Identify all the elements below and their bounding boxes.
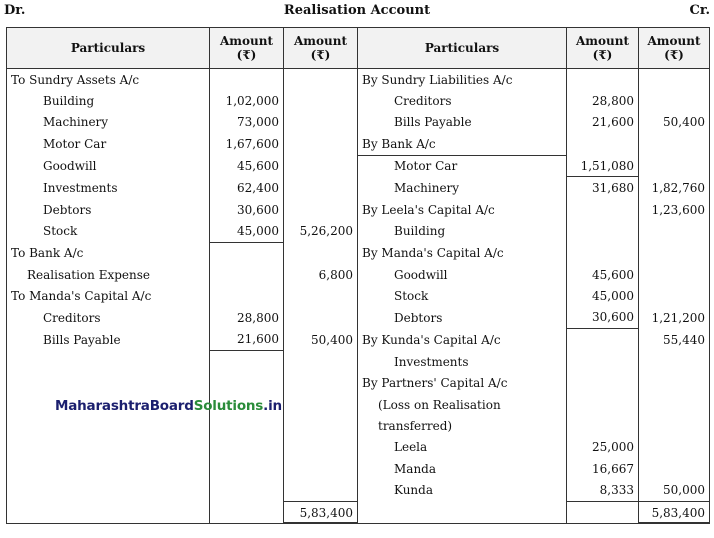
dr-amount-1-cell: 21,600	[210, 329, 284, 351]
dr-amount-2-cell	[284, 437, 358, 458]
cr-amount-1-cell	[567, 69, 639, 91]
dr-amount-2-cell	[284, 155, 358, 177]
account-title: Realisation Account	[283, 3, 431, 18]
dr-particulars-cell	[7, 351, 210, 373]
cr-amount-1-cell: 28,800	[567, 90, 639, 111]
table-row	[7, 458, 710, 479]
dr-amount-2-cell: 50,400	[284, 329, 358, 351]
cr-amount-1-cell: 45,000	[567, 285, 639, 306]
dr-particulars-cell: To Bank A/c	[7, 242, 210, 264]
cr-particulars-cell: Stock	[358, 285, 567, 306]
cr-amount-1-cell: 1,51,080	[567, 155, 639, 177]
cr-particulars-cell: Debtors	[358, 307, 567, 329]
cr-amount-2-cell: 1,23,600	[639, 199, 710, 220]
cr-particulars-cell: By Bank A/c	[358, 133, 567, 155]
table-row	[7, 372, 710, 393]
dr-particulars-cell: Debtors	[7, 199, 210, 220]
debit-label: Dr.	[4, 3, 26, 18]
dr-amount-1-cell: 30,600	[210, 199, 284, 220]
table-row	[7, 264, 710, 285]
cr-particulars-header: Particulars	[358, 28, 567, 69]
dr-amount-2-cell	[284, 479, 358, 501]
dr-amount-1-cell	[210, 479, 284, 501]
table-row	[7, 285, 710, 306]
cr-amount-1-cell	[567, 133, 639, 155]
dr-amount-1-cell	[210, 372, 284, 393]
table-row	[7, 112, 710, 133]
cr-particulars-cell: transferred)	[358, 415, 567, 436]
cr-amount-2-cell	[639, 242, 710, 264]
cr-particulars-cell	[358, 501, 567, 523]
cr-amount-2-cell	[639, 351, 710, 373]
cr-amount-2-cell	[639, 372, 710, 393]
dr-amount-2-cell	[284, 458, 358, 479]
table-row	[7, 177, 710, 199]
dr-amount-1-cell	[210, 69, 284, 91]
cr-amount-header-2: Amount (₹)	[639, 28, 710, 69]
dr-particulars-cell: To Manda's Capital A/c	[7, 285, 210, 306]
cr-particulars-cell: Investments	[358, 351, 567, 373]
cr-amount-1-cell: 45,600	[567, 264, 639, 285]
cr-amount-2-cell	[639, 69, 710, 91]
dr-amount-1-cell: 45,600	[210, 155, 284, 177]
table-row	[7, 307, 710, 329]
cr-particulars-cell: (Loss on Realisation	[358, 394, 567, 415]
cr-amount-2-cell	[639, 264, 710, 285]
cr-amount-1-cell	[567, 394, 639, 415]
dr-amount-1-cell	[210, 501, 284, 523]
dr-particulars-cell: Creditors	[7, 307, 210, 329]
dr-particulars-cell: Motor Car	[7, 133, 210, 155]
cr-amount-1-cell	[567, 220, 639, 242]
dr-amount-1-cell: 1,02,000	[210, 90, 284, 111]
dr-amount-2-cell: 5,83,400	[284, 501, 358, 523]
cr-amount-1-cell: 31,680	[567, 177, 639, 199]
dr-amount-2-cell	[284, 177, 358, 199]
cr-amount-2-cell: 1,82,760	[639, 177, 710, 199]
table-row	[7, 155, 710, 177]
cr-particulars-cell: By Leela's Capital A/c	[358, 199, 567, 220]
cr-amount-1-cell: 21,600	[567, 112, 639, 133]
cr-amount-1-cell: 30,600	[567, 307, 639, 329]
dr-amount-1-cell: 62,400	[210, 177, 284, 199]
table-row	[7, 90, 710, 111]
cr-amount-header-1: Amount (₹)	[567, 28, 639, 69]
dr-particulars-cell: Investments	[7, 177, 210, 199]
cr-amount-2-cell	[639, 285, 710, 306]
cr-particulars-cell: Creditors	[358, 90, 567, 111]
cr-amount-1-cell: 16,667	[567, 458, 639, 479]
cr-particulars-cell: Building	[358, 220, 567, 242]
cr-particulars-cell: Kunda	[358, 479, 567, 501]
table-row	[7, 351, 710, 373]
dr-amount-1-cell: 28,800	[210, 307, 284, 329]
dr-particulars-header: Particulars	[7, 28, 210, 69]
table-row	[7, 133, 710, 155]
dr-particulars-cell	[7, 501, 210, 523]
cr-amount-1-cell	[567, 351, 639, 373]
dr-amount-1-cell	[210, 437, 284, 458]
dr-amount-2-cell: 6,800	[284, 264, 358, 285]
table-row	[7, 199, 710, 220]
cr-particulars-cell: By Manda's Capital A/c	[358, 242, 567, 264]
cr-amount-2-cell	[639, 155, 710, 177]
dr-particulars-cell: Bills Payable	[7, 329, 210, 351]
cr-amount-1-cell	[567, 372, 639, 393]
cr-amount-2-cell	[639, 133, 710, 155]
dr-particulars-cell: To Sundry Assets A/c	[7, 69, 210, 91]
cr-amount-1-cell: 8,333	[567, 479, 639, 501]
dr-amount-2-cell	[284, 394, 358, 415]
table-row	[7, 437, 710, 458]
dr-particulars-cell: Realisation Expense	[7, 264, 210, 285]
dr-amount-1-cell: 45,000	[210, 220, 284, 242]
dr-amount-header-2: Amount (₹)	[284, 28, 358, 69]
credit-label: Cr.	[689, 3, 710, 18]
cr-amount-1-cell	[567, 415, 639, 436]
dr-amount-1-cell	[210, 415, 284, 436]
dr-particulars-cell	[7, 458, 210, 479]
dr-amount-2-cell: 5,26,200	[284, 220, 358, 242]
table-row	[7, 242, 710, 264]
dr-amount-1-cell	[210, 285, 284, 306]
dr-amount-2-cell	[284, 351, 358, 373]
dr-amount-1-cell: 73,000	[210, 112, 284, 133]
dr-particulars-cell: Building	[7, 90, 210, 111]
cr-amount-2-cell	[639, 90, 710, 111]
cr-amount-1-cell	[567, 329, 639, 351]
dr-amount-2-cell	[284, 112, 358, 133]
cr-amount-2-cell: 50,400	[639, 112, 710, 133]
table-row	[7, 479, 710, 501]
cr-amount-2-cell	[639, 220, 710, 242]
cr-amount-1-cell: 25,000	[567, 437, 639, 458]
dr-particulars-cell: Goodwill	[7, 155, 210, 177]
table-header-row	[7, 28, 710, 69]
dr-amount-header-1: Amount (₹)	[210, 28, 284, 69]
cr-amount-2-cell	[639, 415, 710, 436]
table-row	[7, 329, 710, 351]
cr-amount-2-cell: 1,21,200	[639, 307, 710, 329]
dr-amount-2-cell	[284, 307, 358, 329]
dr-amount-1-cell	[210, 264, 284, 285]
realisation-account-table	[6, 27, 710, 524]
cr-amount-2-cell: 55,440	[639, 329, 710, 351]
cr-amount-2-cell	[639, 394, 710, 415]
cr-amount-1-cell	[567, 199, 639, 220]
cr-amount-2-cell: 50,000	[639, 479, 710, 501]
table-row	[7, 501, 710, 523]
cr-amount-1-cell	[567, 501, 639, 523]
dr-amount-2-cell	[284, 415, 358, 436]
cr-amount-2-cell	[639, 458, 710, 479]
cr-particulars-cell: Bills Payable	[358, 112, 567, 133]
dr-particulars-cell: Machinery	[7, 112, 210, 133]
dr-particulars-cell	[7, 479, 210, 501]
dr-amount-2-cell	[284, 372, 358, 393]
dr-particulars-cell	[7, 372, 210, 393]
dr-amount-2-cell	[284, 242, 358, 264]
cr-particulars-cell: Leela	[358, 437, 567, 458]
dr-particulars-cell	[7, 415, 210, 436]
cr-particulars-cell: By Partners' Capital A/c	[358, 372, 567, 393]
cr-particulars-cell: Goodwill	[358, 264, 567, 285]
table-row	[7, 69, 710, 91]
table-row	[7, 220, 710, 242]
dr-amount-1-cell	[210, 458, 284, 479]
cr-particulars-cell: By Sundry Liabilities A/c	[358, 69, 567, 91]
cr-particulars-cell: Motor Car	[358, 155, 567, 177]
dr-amount-1-cell: 1,67,600	[210, 133, 284, 155]
dr-particulars-cell	[7, 437, 210, 458]
cr-amount-2-cell: 5,83,400	[639, 501, 710, 523]
watermark: MaharashtraBoardSolutions.in	[55, 398, 282, 414]
cr-particulars-cell: By Kunda's Capital A/c	[358, 329, 567, 351]
dr-amount-2-cell	[284, 285, 358, 306]
table-row	[7, 415, 710, 436]
cr-amount-2-cell	[639, 437, 710, 458]
dr-amount-1-cell	[210, 242, 284, 264]
dr-amount-2-cell	[284, 90, 358, 111]
dr-particulars-cell: Stock	[7, 220, 210, 242]
cr-particulars-cell: Manda	[358, 458, 567, 479]
dr-amount-2-cell	[284, 199, 358, 220]
dr-amount-1-cell	[210, 351, 284, 373]
dr-amount-2-cell	[284, 69, 358, 91]
cr-amount-1-cell	[567, 242, 639, 264]
cr-particulars-cell: Machinery	[358, 177, 567, 199]
dr-amount-2-cell	[284, 133, 358, 155]
